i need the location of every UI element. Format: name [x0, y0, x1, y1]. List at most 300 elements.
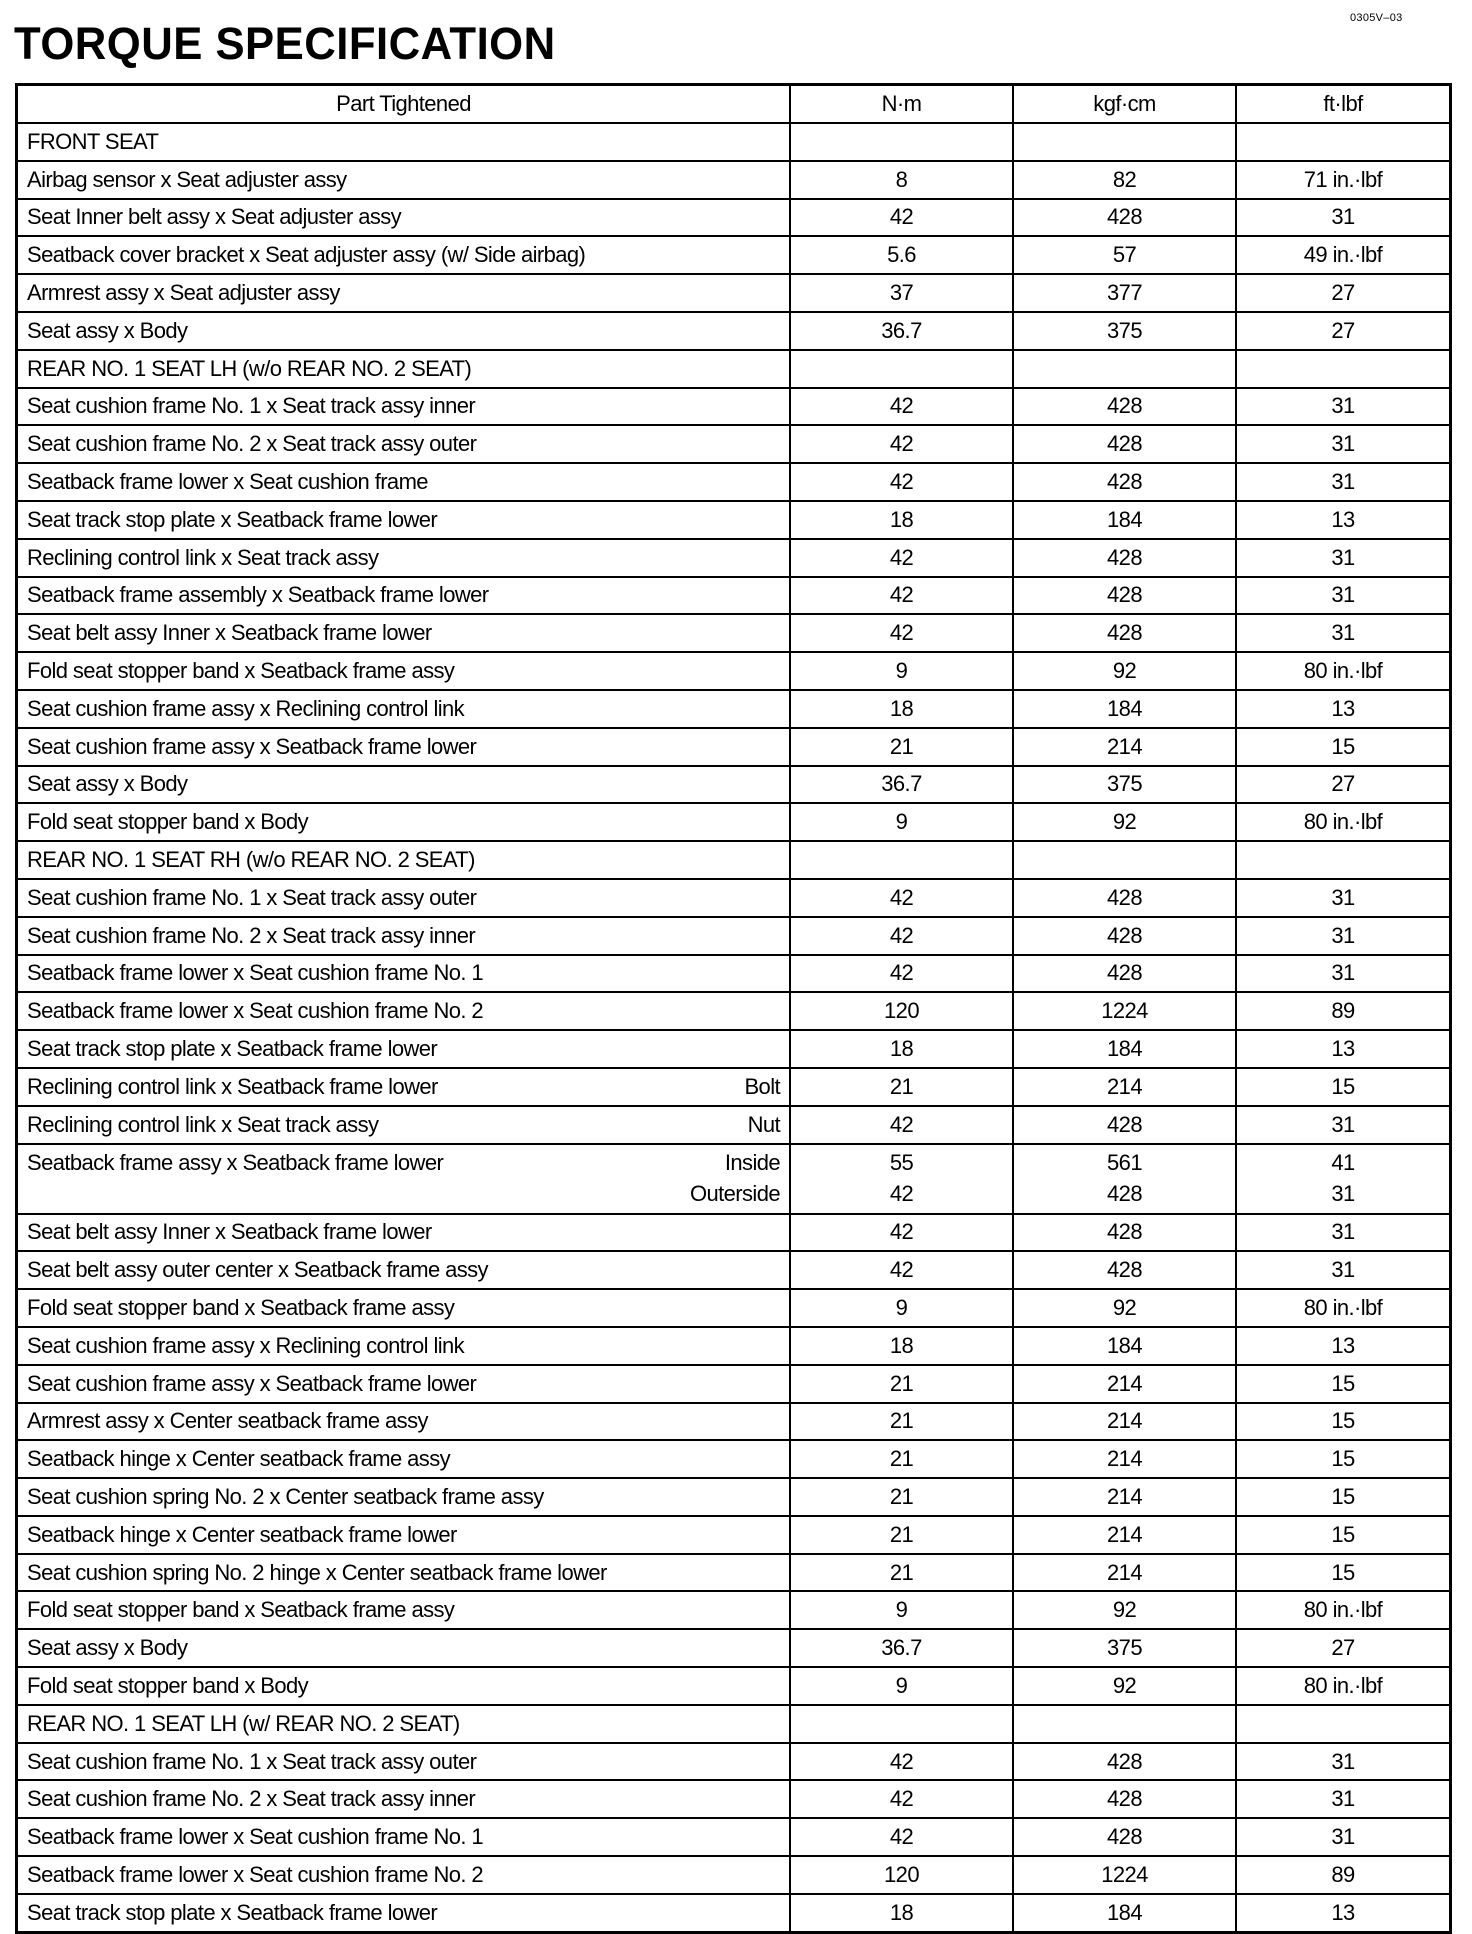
ftlbf-value: 80 in.·lbf — [1303, 658, 1383, 684]
kgfcm-value: 375 — [1107, 1635, 1142, 1661]
table-row — [18, 538, 1449, 576]
part-line — [27, 769, 780, 800]
ftlbf-value: 41 — [1331, 1150, 1355, 1176]
kgfcm-value: 428 — [1107, 1786, 1142, 1812]
part-name: Seat assy x Body — [27, 317, 188, 343]
part-cell — [18, 1252, 789, 1288]
kgfcm-value: 428 — [1107, 204, 1142, 230]
table-row — [18, 387, 1449, 425]
part-cell — [18, 1668, 789, 1704]
part-line — [27, 1071, 780, 1102]
part-name: Airbag sensor x Seat adjuster assy — [27, 166, 347, 192]
nm-cell — [789, 389, 1012, 425]
table-row — [18, 1105, 1449, 1143]
part-line — [27, 1595, 780, 1626]
part-line — [27, 240, 780, 271]
part-name: Seat track stop plate x Seatback frame lower — [27, 506, 438, 532]
ftlbf-cell — [1235, 1069, 1449, 1105]
kgfcm-cell — [1012, 1744, 1235, 1780]
nm-cell — [789, 313, 1012, 349]
part-name: Reclining control link x Seatback frame lower — [27, 1073, 438, 1099]
ftlbf-cell — [1235, 1668, 1449, 1704]
part-cell — [18, 1404, 789, 1440]
part-line — [27, 882, 780, 913]
part-line — [27, 958, 780, 989]
nm-cell — [789, 1031, 1012, 1067]
ftlbf-cell — [1235, 1031, 1449, 1067]
part-name: Seat Inner belt assy x Seat adjuster assy — [27, 204, 402, 230]
part-line — [27, 1255, 780, 1286]
part-cell — [18, 1215, 789, 1251]
part-line — [27, 467, 780, 498]
ftlbf-value: 31 — [1331, 1257, 1355, 1283]
nm-cell — [789, 1592, 1012, 1628]
ftlbf-cell — [1235, 124, 1449, 160]
nm-value: 42 — [889, 582, 914, 608]
nm-value: 18 — [889, 1332, 914, 1358]
ftlbf-value: 49 in.·lbf — [1303, 242, 1383, 268]
nm-cell — [789, 1107, 1012, 1143]
table-row — [18, 1477, 1449, 1515]
table-row — [18, 273, 1449, 311]
table-row — [18, 1288, 1449, 1326]
kgfcm-value: 92 — [1112, 1597, 1137, 1623]
kgfcm-value: 1224 — [1101, 998, 1148, 1024]
ftlbf-value: 31 — [1331, 1181, 1355, 1207]
ftlbf-value: 27 — [1331, 280, 1355, 306]
ftlbf-cell — [1235, 389, 1449, 425]
ftlbf-cell — [1235, 1252, 1449, 1288]
nm-value: 42 — [889, 544, 914, 570]
nm-value: 18 — [889, 1899, 914, 1925]
part-name: Armrest assy x Seat adjuster assy — [27, 280, 340, 306]
section-row — [18, 840, 1449, 878]
part-name: Seatback frame lower x Seat cushion frame — [27, 469, 428, 495]
table-row — [18, 1213, 1449, 1251]
ftlbf-cell — [1235, 502, 1449, 538]
part-name: Seatback hinge x Center seatback frame lower — [27, 1521, 457, 1547]
kgfcm-value: 375 — [1107, 771, 1142, 797]
ftlbf-value: 15 — [1331, 1559, 1355, 1585]
part-cell — [18, 918, 789, 954]
nm-value: 36.7 — [881, 1635, 922, 1661]
kgfcm-cell — [1012, 1668, 1235, 1704]
table-row — [18, 916, 1449, 954]
table-row — [18, 991, 1449, 1029]
kgfcm-value: 214 — [1107, 1408, 1142, 1434]
part-cell — [18, 502, 789, 538]
kgfcm-value: 214 — [1107, 1483, 1142, 1509]
part-line — [27, 1746, 780, 1777]
part-name: Reclining control link x Seat track assy — [27, 1111, 379, 1137]
nm-cell — [789, 1479, 1012, 1515]
kgfcm-cell — [1012, 1404, 1235, 1440]
ftlbf-value: 13 — [1331, 506, 1355, 532]
part-cell — [18, 1441, 789, 1477]
nm-cell — [789, 1630, 1012, 1666]
part-cell — [18, 804, 789, 840]
part-cell — [18, 1328, 789, 1364]
ftlbf-cell — [1235, 1630, 1449, 1666]
table-row — [18, 802, 1449, 840]
part-line — [27, 693, 780, 724]
nm-value: 42 — [889, 204, 914, 230]
ftlbf-value: 15 — [1331, 1483, 1355, 1509]
part-cell — [18, 1290, 789, 1326]
kgfcm-cell — [1012, 275, 1235, 311]
part-cell — [18, 426, 789, 462]
kgfcm-cell — [1012, 124, 1235, 160]
kgfcm-cell — [1012, 691, 1235, 727]
ftlbf-value: 31 — [1331, 620, 1355, 646]
kgfcm-value: 428 — [1107, 922, 1142, 948]
part-name: Seat cushion frame No. 1 x Seat track assy outer — [27, 884, 477, 910]
part-line — [27, 1034, 780, 1065]
kgfcm-value: 184 — [1107, 1899, 1142, 1925]
ftlbf-cell — [1235, 804, 1449, 840]
part-name: Seatback frame assembly x Seatback frame lower — [27, 582, 489, 608]
table-row — [18, 1628, 1449, 1666]
kgfcm-value: 428 — [1107, 1111, 1142, 1137]
ftlbf-cell — [1235, 237, 1449, 273]
part-cell — [18, 275, 789, 311]
section-title: REAR NO. 1 SEAT LH (w/o REAR NO. 2 SEAT) — [27, 355, 472, 381]
fastener-note: Bolt — [744, 1073, 780, 1099]
ftlbf-value: 31 — [1331, 1824, 1355, 1850]
table-row — [18, 1067, 1449, 1105]
nm-cell — [789, 1895, 1012, 1931]
ftlbf-value: 15 — [1331, 1446, 1355, 1472]
part-name: Seat cushion frame assy x Seatback frame lower — [27, 1370, 477, 1396]
part-name: Seat cushion frame assy x Seatback frame lower — [27, 733, 477, 759]
ftlbf-value: 31 — [1331, 469, 1355, 495]
kgfcm-cell — [1012, 237, 1235, 273]
nm-value: 21 — [889, 1521, 914, 1547]
ftlbf-value: 15 — [1331, 733, 1355, 759]
kgfcm-cell — [1012, 918, 1235, 954]
table-row — [18, 689, 1449, 727]
kgfcm-value: 428 — [1107, 1257, 1142, 1283]
ftlbf-cell — [1235, 918, 1449, 954]
kgfcm-cell — [1012, 578, 1235, 614]
ftlbf-value: 15 — [1331, 1370, 1355, 1396]
kgfcm-cell — [1012, 880, 1235, 916]
nm-cell — [789, 615, 1012, 651]
ftlbf-value: 13 — [1331, 1899, 1355, 1925]
ftlbf-cell — [1235, 1366, 1449, 1402]
ftlbf-cell — [1235, 1555, 1449, 1591]
kgfcm-value: 92 — [1112, 1295, 1137, 1320]
kgfcm-value: 428 — [1107, 620, 1142, 646]
part-line — [27, 202, 780, 233]
part-cell — [18, 1107, 789, 1143]
nm-value: 21 — [889, 1446, 914, 1472]
table-row — [18, 198, 1449, 236]
kgfcm-cell — [1012, 389, 1235, 425]
kgfcm-cell — [1012, 1781, 1235, 1817]
ftlbf-value: 31 — [1331, 582, 1355, 608]
kgfcm-cell — [1012, 993, 1235, 1029]
ftlbf-value: 31 — [1331, 884, 1355, 910]
kgfcm-cell — [1012, 200, 1235, 236]
nm-value: 9 — [895, 1597, 908, 1623]
table-row — [18, 1439, 1449, 1477]
part-name: Seat cushion spring No. 2 hinge x Center seatback frame lower — [27, 1559, 607, 1585]
ftlbf-cell — [1235, 275, 1449, 311]
nm-cell — [789, 1290, 1012, 1326]
table-row — [18, 765, 1449, 803]
part-name: Seat cushion frame assy x Reclining control link — [27, 695, 465, 721]
part-name: Seat cushion frame No. 2 x Seat track assy inner — [27, 1786, 476, 1812]
table-row — [18, 1326, 1449, 1364]
ftlbf-value: 80 in.·lbf — [1303, 1597, 1383, 1623]
nm-cell — [789, 540, 1012, 576]
ftlbf-cell — [1235, 1706, 1449, 1742]
nm-cell — [789, 1441, 1012, 1477]
part-cell — [18, 237, 789, 273]
nm-cell — [789, 1252, 1012, 1288]
kgfcm-value: 92 — [1112, 809, 1137, 835]
kgfcm-value: 57 — [1112, 242, 1137, 268]
table-row — [18, 1143, 1449, 1213]
table-row — [18, 1029, 1449, 1067]
part-cell — [18, 653, 789, 689]
part-line — [27, 391, 780, 422]
part-cell — [18, 1781, 789, 1817]
ftlbf-value: 27 — [1331, 771, 1355, 797]
table-row — [18, 1590, 1449, 1628]
fastener-note: Outerside — [690, 1181, 780, 1207]
table-row — [18, 1666, 1449, 1704]
nm-cell — [789, 1404, 1012, 1440]
ftlbf-cell — [1235, 615, 1449, 651]
part-name: Seat belt assy outer center x Seatback frame assy — [27, 1257, 488, 1283]
part-line — [27, 1481, 780, 1512]
kgfcm-cell — [1012, 653, 1235, 689]
ftlbf-cell — [1235, 653, 1449, 689]
part-line — [27, 807, 780, 838]
part-line — [27, 1179, 780, 1210]
kgfcm-cell — [1012, 1857, 1235, 1893]
kgfcm-value: 214 — [1107, 733, 1142, 759]
part-name: Seat assy x Body — [27, 1635, 188, 1661]
part-name: Seatback frame lower x Seat cushion frame No. 1 — [27, 960, 484, 986]
nm-cell — [789, 993, 1012, 1029]
nm-cell — [789, 1555, 1012, 1591]
nm-value: 42 — [889, 1111, 914, 1137]
part-line — [27, 731, 780, 762]
table-row — [18, 576, 1449, 614]
part-cell — [18, 1819, 789, 1855]
part-cell — [18, 1706, 789, 1742]
ftlbf-cell — [1235, 1215, 1449, 1251]
part-name: Seatback frame lower x Seat cushion frame No. 2 — [27, 1861, 484, 1887]
part-cell — [18, 729, 789, 765]
ftlbf-cell — [1235, 200, 1449, 236]
table-row — [18, 160, 1449, 198]
nm-value: 120 — [884, 998, 919, 1024]
part-cell — [18, 880, 789, 916]
part-name: Fold seat stopper band x Seatback frame assy — [27, 1597, 455, 1623]
part-line — [27, 315, 780, 346]
part-line — [27, 504, 780, 535]
ftlbf-cell — [1235, 1895, 1449, 1931]
kgfcm-cell — [1012, 1592, 1235, 1628]
table-row — [18, 727, 1449, 765]
ftlbf-value: 13 — [1331, 1332, 1355, 1358]
ftlbf-value: 89 — [1331, 1861, 1355, 1887]
nm-cell — [789, 1668, 1012, 1704]
nm-cell — [789, 162, 1012, 198]
nm-value: 42 — [889, 1257, 914, 1283]
ftlbf-value: 31 — [1331, 960, 1355, 986]
kgfcm-value: 428 — [1107, 1219, 1142, 1245]
ftlbf-value: 80 in.·lbf — [1303, 809, 1383, 835]
ftlbf-value: 13 — [1331, 1036, 1355, 1062]
nm-cell — [789, 1328, 1012, 1364]
part-cell — [18, 124, 789, 160]
table-header-row — [18, 86, 1449, 122]
nm-cell — [789, 426, 1012, 462]
kgfcm-cell — [1012, 1555, 1235, 1591]
ftlbf-cell — [1235, 842, 1449, 878]
kgfcm-value: 428 — [1107, 431, 1142, 457]
ftlbf-value: 31 — [1331, 1111, 1355, 1137]
kgfcm-value: 184 — [1107, 695, 1142, 721]
kgfcm-cell — [1012, 1441, 1235, 1477]
kgfcm-value: 377 — [1107, 280, 1142, 306]
kgfcm-cell — [1012, 1290, 1235, 1326]
kgfcm-cell — [1012, 1069, 1235, 1105]
ftlbf-value: 80 in.·lbf — [1303, 1295, 1383, 1320]
kgfcm-value: 428 — [1107, 1748, 1142, 1774]
nm-value: 37 — [889, 280, 914, 306]
table-row — [18, 1250, 1449, 1288]
ftlbf-cell — [1235, 313, 1449, 349]
ftlbf-cell — [1235, 351, 1449, 387]
kgfcm-value: 214 — [1107, 1521, 1142, 1547]
nm-value: 42 — [889, 469, 914, 495]
nm-cell — [789, 200, 1012, 236]
ftlbf-cell — [1235, 880, 1449, 916]
kgfcm-cell — [1012, 502, 1235, 538]
part-name: Seat cushion spring No. 2 x Center seatback frame assy — [27, 1483, 544, 1509]
ftlbf-cell — [1235, 162, 1449, 198]
kgfcm-cell — [1012, 956, 1235, 992]
table-row — [18, 954, 1449, 992]
nm-value: 9 — [895, 809, 908, 835]
table-row — [18, 1893, 1449, 1931]
part-line — [27, 1109, 780, 1140]
kgfcm-cell — [1012, 464, 1235, 500]
table-row — [18, 1553, 1449, 1591]
header-kgfcm: kgf·cm — [1012, 86, 1235, 122]
nm-value: 18 — [889, 506, 914, 532]
kgfcm-cell — [1012, 426, 1235, 462]
part-line — [27, 1148, 780, 1179]
nm-value: 21 — [889, 733, 914, 759]
table-row — [18, 462, 1449, 500]
kgfcm-cell — [1012, 1895, 1235, 1931]
ftlbf-cell — [1235, 691, 1449, 727]
fastener-note: Inside — [724, 1150, 780, 1176]
section-row — [18, 1704, 1449, 1742]
part-cell — [18, 540, 789, 576]
nm-cell — [789, 1781, 1012, 1817]
ftlbf-cell — [1235, 729, 1449, 765]
ftlbf-value: 15 — [1331, 1408, 1355, 1434]
page-title: TORQUE SPECIFICATION — [14, 18, 556, 69]
section-row — [18, 349, 1449, 387]
part-name: Armrest assy x Center seatback frame assy — [27, 1408, 428, 1434]
part-line — [27, 1897, 780, 1928]
ftlbf-cell — [1235, 1592, 1449, 1628]
part-name: Seat cushion frame No. 2 x Seat track assy inner — [27, 922, 476, 948]
kgfcm-cell — [1012, 313, 1235, 349]
table-row — [18, 1742, 1449, 1780]
part-name: Seat cushion frame No. 1 x Seat track assy outer — [27, 1748, 477, 1774]
nm-cell — [789, 1145, 1012, 1213]
ftlbf-cell — [1235, 1857, 1449, 1893]
ftlbf-cell — [1235, 1479, 1449, 1515]
ftlbf-value: 80 in.·lbf — [1303, 1672, 1383, 1698]
table-row — [18, 311, 1449, 349]
part-line — [27, 278, 780, 309]
kgfcm-cell — [1012, 1252, 1235, 1288]
ftlbf-value: 31 — [1331, 431, 1355, 457]
part-name: Seatback frame lower x Seat cushion frame No. 2 — [27, 998, 484, 1024]
nm-value: 42 — [889, 922, 914, 948]
part-name: Seat belt assy Inner x Seatback frame lower — [27, 620, 432, 646]
nm-cell — [789, 237, 1012, 273]
table-row — [18, 1817, 1449, 1855]
ftlbf-value: 31 — [1331, 1748, 1355, 1774]
kgfcm-cell — [1012, 1031, 1235, 1067]
table-row — [18, 878, 1449, 916]
part-cell — [18, 956, 789, 992]
nm-value: 9 — [895, 658, 908, 684]
ftlbf-value: 31 — [1331, 922, 1355, 948]
part-name: Seat track stop plate x Seatback frame lower — [27, 1036, 438, 1062]
nm-value: 21 — [889, 1370, 914, 1396]
ftlbf-cell — [1235, 578, 1449, 614]
kgfcm-cell — [1012, 540, 1235, 576]
nm-cell — [789, 464, 1012, 500]
nm-value: 9 — [895, 1295, 908, 1320]
table-row — [18, 1515, 1449, 1553]
nm-value: 42 — [889, 1824, 914, 1850]
part-name: Seat cushion frame No. 2 x Seat track assy outer — [27, 431, 477, 457]
table-row — [18, 613, 1449, 651]
nm-cell — [789, 502, 1012, 538]
nm-cell — [789, 956, 1012, 992]
nm-value: 21 — [889, 1073, 914, 1099]
ftlbf-value: 27 — [1331, 1635, 1355, 1661]
ftlbf-cell — [1235, 1781, 1449, 1817]
part-cell — [18, 1895, 789, 1931]
part-cell — [18, 993, 789, 1029]
nm-cell — [789, 1517, 1012, 1553]
kgfcm-cell — [1012, 1706, 1235, 1742]
part-name: Seatback frame assy x Seatback frame lower — [27, 1150, 444, 1176]
nm-value: 21 — [889, 1408, 914, 1434]
kgfcm-cell — [1012, 1328, 1235, 1364]
ftlbf-cell — [1235, 1145, 1449, 1213]
ftlbf-value: 31 — [1331, 1219, 1355, 1245]
kgfcm-cell — [1012, 842, 1235, 878]
ftlbf-cell — [1235, 956, 1449, 992]
part-cell — [18, 767, 789, 803]
